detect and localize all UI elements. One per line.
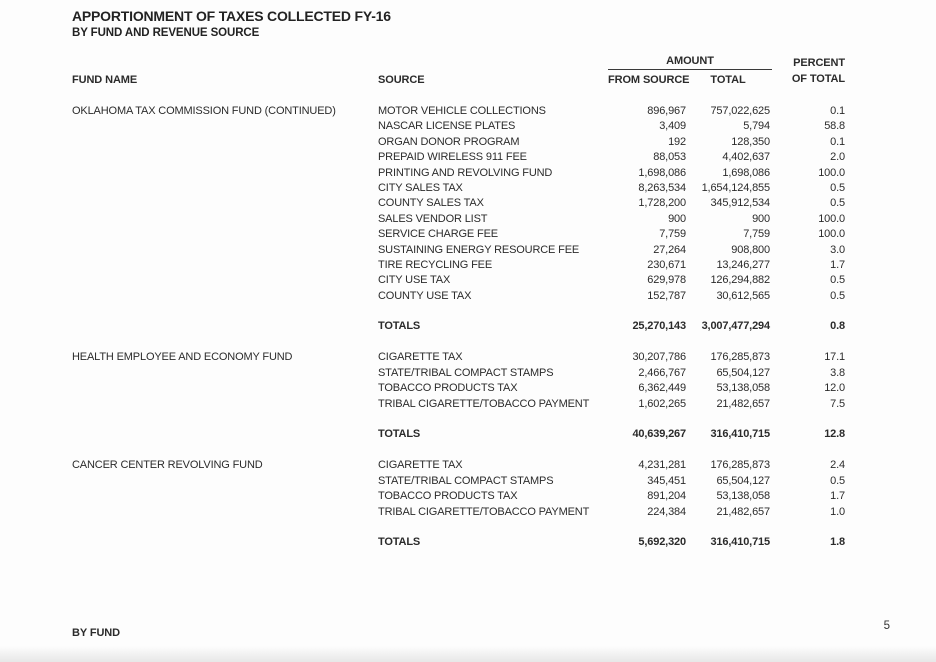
- fund-name-cell: [72, 489, 378, 504]
- from-source-amount-cell: 6,362,449: [638, 382, 686, 395]
- table-row: [72, 243, 845, 258]
- fund-name-cell: [72, 366, 378, 381]
- from-source-amount-cell: 900: [668, 212, 686, 225]
- table-row: [72, 489, 845, 504]
- table-row: [72, 289, 845, 304]
- from-source-amount-cell: 88,053: [653, 151, 686, 164]
- fund-name-cell: [72, 273, 378, 288]
- from-source-amount-cell: 1,728,200: [638, 197, 686, 210]
- source-cell: ORGAN DONOR PROGRAM: [378, 135, 520, 148]
- percent-of-total-cell: 0.1: [830, 135, 845, 148]
- table-row: [72, 366, 845, 381]
- table-row: [72, 350, 845, 365]
- column-header-fund-name: FUND NAME: [72, 74, 138, 86]
- percent-of-total-cell: 100.0: [818, 166, 845, 179]
- percent-of-total-cell: 17.1: [824, 351, 845, 364]
- page-bottom-edge: [0, 646, 936, 662]
- table-row: [72, 397, 845, 412]
- column-header-source: SOURCE: [378, 74, 425, 86]
- total-amount-cell: 5,794: [743, 120, 770, 133]
- from-source-amount-cell: 2,466,767: [638, 366, 686, 379]
- column-header-from-source: FROM SOURCE: [608, 74, 690, 86]
- percent-of-total-cell: 0.5: [830, 289, 845, 302]
- totals-from-source-cell: 40,639,267: [632, 428, 686, 441]
- percent-of-total-cell: 3.0: [830, 243, 845, 256]
- totals-label: TOTALS: [378, 320, 421, 333]
- percent-of-total-cell: 0.1: [830, 105, 845, 117]
- from-source-amount-cell: 230,671: [647, 258, 686, 271]
- footer-label: BY FUND: [72, 627, 120, 639]
- table-row: [72, 381, 845, 396]
- page-number: 5: [883, 620, 890, 632]
- fund-name-cell: [72, 181, 378, 196]
- table-row: [72, 150, 845, 165]
- source-cell: MOTOR VEHICLE COLLECTIONS: [378, 105, 546, 117]
- percent-of-total-cell: 0.5: [830, 197, 845, 210]
- total-amount-cell: 757,022,625: [710, 105, 770, 117]
- source-cell: COUNTY USE TAX: [378, 289, 472, 302]
- fund-table-body: [72, 104, 845, 566]
- table-row: [72, 181, 845, 196]
- percent-of-total-cell: 58.8: [824, 120, 845, 133]
- fund-name-cell: [72, 227, 378, 242]
- totals-percent-cell: 12.8: [824, 428, 845, 441]
- fund-name-cell: [72, 196, 378, 211]
- fund-name-cell: [72, 505, 378, 520]
- from-source-amount-cell: 224,384: [647, 505, 686, 518]
- fund-name-cell: [72, 243, 378, 258]
- table-row: [72, 273, 845, 288]
- fund-name-cell: [72, 258, 378, 273]
- percent-of-total-cell: 0.5: [830, 274, 845, 287]
- table-row: [72, 227, 845, 242]
- table-row: [72, 196, 845, 211]
- fund-section: [72, 458, 845, 550]
- fund-name-cell: [72, 212, 378, 227]
- fund-name-cell: [72, 166, 378, 181]
- percent-of-total-cell: 100.0: [818, 228, 845, 241]
- from-source-amount-cell: 27,264: [653, 243, 686, 256]
- fund-name-cell: [72, 427, 378, 442]
- from-source-amount-cell: 4,231,281: [638, 459, 686, 472]
- source-cell: TOBACCO PRODUCTS TAX: [378, 490, 518, 503]
- source-cell: STATE/TRIBAL COMPACT STAMPS: [378, 474, 554, 487]
- column-header-total: TOTAL: [710, 74, 746, 86]
- from-source-amount-cell: 629,978: [647, 274, 686, 287]
- total-amount-cell: 908,800: [731, 243, 770, 256]
- from-source-amount-cell: 30,207,786: [632, 351, 686, 364]
- from-source-amount-cell: 896,967: [647, 105, 686, 117]
- fund-section: [72, 104, 845, 334]
- from-source-amount-cell: 7,759: [659, 228, 686, 241]
- totals-from-source-cell: 5,692,320: [638, 535, 686, 548]
- fund-section: [72, 350, 845, 442]
- table-row: [72, 458, 845, 473]
- source-cell: TRIBAL CIGARETTE/TOBACCO PAYMENT: [378, 505, 590, 518]
- total-amount-cell: 900: [752, 212, 770, 225]
- fund-name-cell: [72, 135, 378, 150]
- fund-name-cell: [72, 381, 378, 396]
- source-cell: TRIBAL CIGARETTE/TOBACCO PAYMENT: [378, 397, 590, 410]
- fund-name-cell: [72, 150, 378, 165]
- fund-name-cell: [72, 319, 378, 334]
- totals-row: [72, 535, 845, 550]
- source-cell: COUNTY SALES TAX: [378, 197, 484, 210]
- totals-percent-cell: 0.8: [830, 320, 845, 333]
- totals-label: TOTALS: [378, 428, 421, 441]
- page-title: APPORTIONMENT OF TAXES COLLECTED FY-16: [72, 8, 391, 24]
- fund-name-cell: [72, 119, 378, 134]
- totals-label: TOTALS: [378, 535, 421, 548]
- percent-of-total-cell: 3.8: [830, 366, 845, 379]
- total-amount-cell: 126,294,882: [710, 274, 770, 287]
- table-row: [72, 104, 845, 119]
- percent-of-total-cell: 100.0: [818, 212, 845, 225]
- total-amount-cell: 176,285,873: [710, 351, 770, 364]
- column-header-amount: AMOUNT: [608, 55, 772, 70]
- source-cell: PRINTING AND REVOLVING FUND: [378, 166, 553, 179]
- fund-name-cell: [72, 397, 378, 412]
- source-cell: SERVICE CHARGE FEE: [378, 228, 498, 241]
- from-source-amount-cell: 891,204: [647, 490, 686, 503]
- percent-of-total-cell: 1.0: [830, 505, 845, 518]
- total-amount-cell: 1,654,124,855: [701, 181, 770, 194]
- source-cell: TOBACCO PRODUCTS TAX: [378, 382, 518, 395]
- source-cell: SALES VENDOR LIST: [378, 212, 488, 225]
- totals-total-cell: 3,007,477,294: [701, 320, 770, 333]
- fund-name-cell: [72, 289, 378, 304]
- table-row: [72, 135, 845, 150]
- table-row: [72, 474, 845, 489]
- source-cell: CITY USE TAX: [378, 274, 451, 287]
- total-amount-cell: 176,285,873: [710, 459, 770, 472]
- source-cell: CIGARETTE TAX: [378, 351, 463, 364]
- fund-name-cell: HEALTH EMPLOYEE AND ECONOMY FUND: [72, 351, 293, 364]
- totals-total-cell: 316,410,715: [710, 535, 770, 548]
- percent-of-total-cell: 1.7: [830, 258, 845, 271]
- fund-name-cell: [72, 474, 378, 489]
- from-source-amount-cell: 192: [668, 135, 686, 148]
- totals-row: [72, 427, 845, 442]
- fund-name-cell: OKLAHOMA TAX COMMISSION FUND (CONTINUED): [72, 105, 336, 117]
- table-row: [72, 258, 845, 273]
- column-header-percent-of-total: PERCENT OF TOTAL: [791, 57, 845, 85]
- source-cell: CITY SALES TAX: [378, 181, 463, 194]
- total-amount-cell: 128,350: [731, 135, 770, 148]
- percent-of-total-cell: 0.5: [830, 181, 845, 194]
- from-source-amount-cell: 345,451: [647, 474, 686, 487]
- total-amount-cell: 7,759: [743, 228, 770, 241]
- percent-of-total-cell: 2.4: [830, 459, 845, 472]
- percent-of-total-cell: 2.0: [830, 151, 845, 164]
- source-cell: STATE/TRIBAL COMPACT STAMPS: [378, 366, 554, 379]
- from-source-amount-cell: 1,602,265: [638, 397, 686, 410]
- fund-name-cell: CANCER CENTER REVOLVING FUND: [72, 459, 263, 472]
- table-row: [72, 119, 845, 134]
- source-cell: PREPAID WIRELESS 911 FEE: [378, 151, 527, 164]
- percent-of-total-cell: 0.5: [830, 474, 845, 487]
- total-amount-cell: 65,504,127: [716, 474, 770, 487]
- page-subtitle: BY FUND AND REVENUE SOURCE: [72, 27, 260, 39]
- from-source-amount-cell: 1,698,086: [638, 166, 686, 179]
- totals-percent-cell: 1.8: [830, 535, 845, 548]
- total-amount-cell: 1,698,086: [722, 166, 770, 179]
- totals-from-source-cell: 25,270,143: [632, 320, 686, 333]
- totals-row: [72, 319, 845, 334]
- percent-of-total-cell: 12.0: [824, 382, 845, 395]
- fund-name-cell: [72, 535, 378, 550]
- total-amount-cell: 65,504,127: [716, 366, 770, 379]
- total-amount-cell: 345,912,534: [710, 197, 770, 210]
- total-amount-cell: 53,138,058: [716, 382, 770, 395]
- total-amount-cell: 21,482,657: [716, 505, 770, 518]
- total-amount-cell: 21,482,657: [716, 397, 770, 410]
- totals-total-cell: 316,410,715: [710, 428, 770, 441]
- from-source-amount-cell: 3,409: [659, 120, 686, 133]
- table-row: [72, 166, 845, 181]
- from-source-amount-cell: 152,787: [647, 289, 686, 302]
- total-amount-cell: 53,138,058: [716, 490, 770, 503]
- total-amount-cell: 30,612,565: [716, 289, 770, 302]
- percent-of-total-cell: 7.5: [830, 397, 845, 410]
- percent-of-total-cell: 1.7: [830, 490, 845, 503]
- total-amount-cell: 4,402,637: [722, 151, 770, 164]
- total-amount-cell: 13,246,277: [716, 258, 770, 271]
- table-row: [72, 212, 845, 227]
- source-cell: TIRE RECYCLING FEE: [378, 258, 493, 271]
- source-cell: SUSTAINING ENERGY RESOURCE FEE: [378, 243, 580, 256]
- from-source-amount-cell: 8,263,534: [638, 181, 686, 194]
- table-row: [72, 505, 845, 520]
- source-cell: CIGARETTE TAX: [378, 459, 463, 472]
- source-cell: NASCAR LICENSE PLATES: [378, 120, 516, 133]
